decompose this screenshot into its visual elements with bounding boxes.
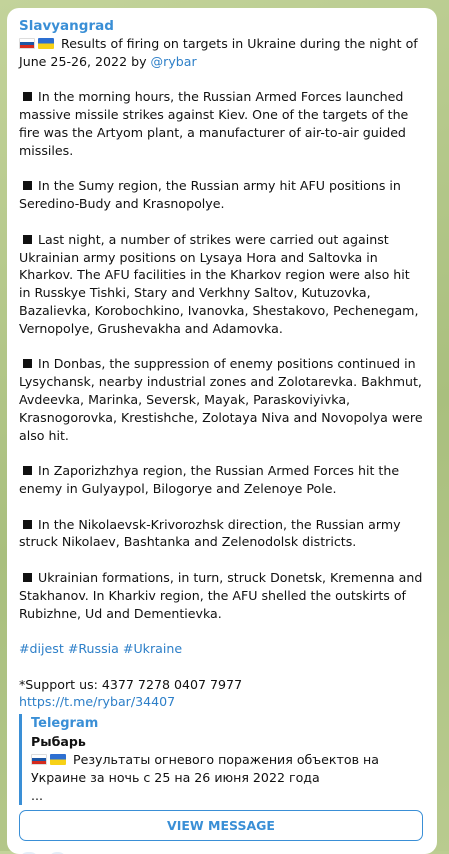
russia-flag-icon: [19, 38, 35, 49]
paragraph-7: Ukrainian formations, in turn, struck Donetsk, Kremenna and Stakhanov. In Kharkiv region, the AFU shelled the outskirts of Rubizhne, Ud and Dementievka.: [19, 569, 423, 621]
hashtag-russia[interactable]: #Russia: [67, 641, 119, 657]
preview-author: Рыбарь: [31, 734, 86, 750]
message-header: [19, 35, 425, 71]
black-square-icon: [23, 235, 32, 244]
paragraph-2: In the Sumy region, the Russian army hit AFU positions in Seredino-Budy and Krasnopolye.: [19, 178, 401, 212]
ukraine-flag-icon: [38, 38, 54, 49]
paragraph-5: In Zaporizhzhya region, the Russian Armed Forces hit the enemy in Gulyaypol, Bilogorye and Zelenoye Pole.: [19, 463, 400, 496]
hashtag-ukraine[interactable]: #Ukraine: [122, 641, 183, 657]
black-square-icon: [23, 181, 32, 190]
message-bubble: [7, 8, 437, 854]
header-text: Results of firing on targets in Ukraine during the night of June 25-26, 2022 by: [19, 36, 418, 69]
ukraine-flag-icon: [50, 754, 66, 765]
preview-source: Telegram: [31, 716, 99, 732]
paragraph-3: Last night, a number of strikes were carried out against Ukrainian army positions on Lysaya Hora and Saltovka in Kharkov. The AFU facilities in the Kharkov region were also hit in Russkye Tishki, Stary and Verkhny Saltov, Kutuzovka, Bazalievka, Korobochkino, Ivanovka, Shestakovo, Pechenegam, Vernopolye, Grushevakha and Adamovka.: [19, 231, 419, 336]
paragraph-6: In the Nikolaevsk-Krivorozhsk direction, the Russian army struck Nikolaev, Bashtanka and Zelenodolsk districts.: [19, 516, 401, 550]
russia-flag-icon: [31, 754, 47, 765]
post-link[interactable]: https://t.me/rybar/34407: [19, 694, 176, 710]
link-preview[interactable]: [19, 714, 425, 804]
mention-link[interactable]: @rybar: [150, 53, 197, 69]
preview-text: Результаты огневого поражения объектов на Украине за ночь с 25 на 26 июня 2022 года: [31, 752, 379, 786]
hashtags: [19, 640, 425, 658]
black-square-icon: [23, 520, 32, 529]
view-message-button[interactable]: VIEW MESSAGE: [19, 810, 423, 841]
preview-ellipsis: ...: [31, 787, 44, 803]
black-square-icon: [23, 573, 32, 582]
paragraph-4: In Donbas, the suppression of enemy positions continued in Lysychansk, nearby industrial zones and Zolotarevka. Bakhmut, Avdeevka, Marinka, Seversk, Mayak, Paraskoviyivka, Krasnogorovka, Krestishche, Zolotaya Niva and Novopolya were also hit.: [19, 356, 423, 443]
channel-name[interactable]: Slavyangrad: [19, 18, 114, 34]
black-square-icon: [23, 466, 32, 475]
support-text: *Support us: 4377 7278 0407 7977: [19, 676, 243, 692]
black-square-icon: [23, 92, 32, 101]
reactions-bar: [19, 849, 425, 854]
paragraph-1: In the morning hours, the Russian Armed Forces launched massive missile strikes against Kiev. One of the targets of the fire was the Artyom plant, a manufacturer of air-to-air guided missiles.: [19, 89, 409, 158]
hashtag-dijest[interactable]: #dijest: [19, 641, 64, 657]
black-square-icon: [23, 359, 32, 368]
